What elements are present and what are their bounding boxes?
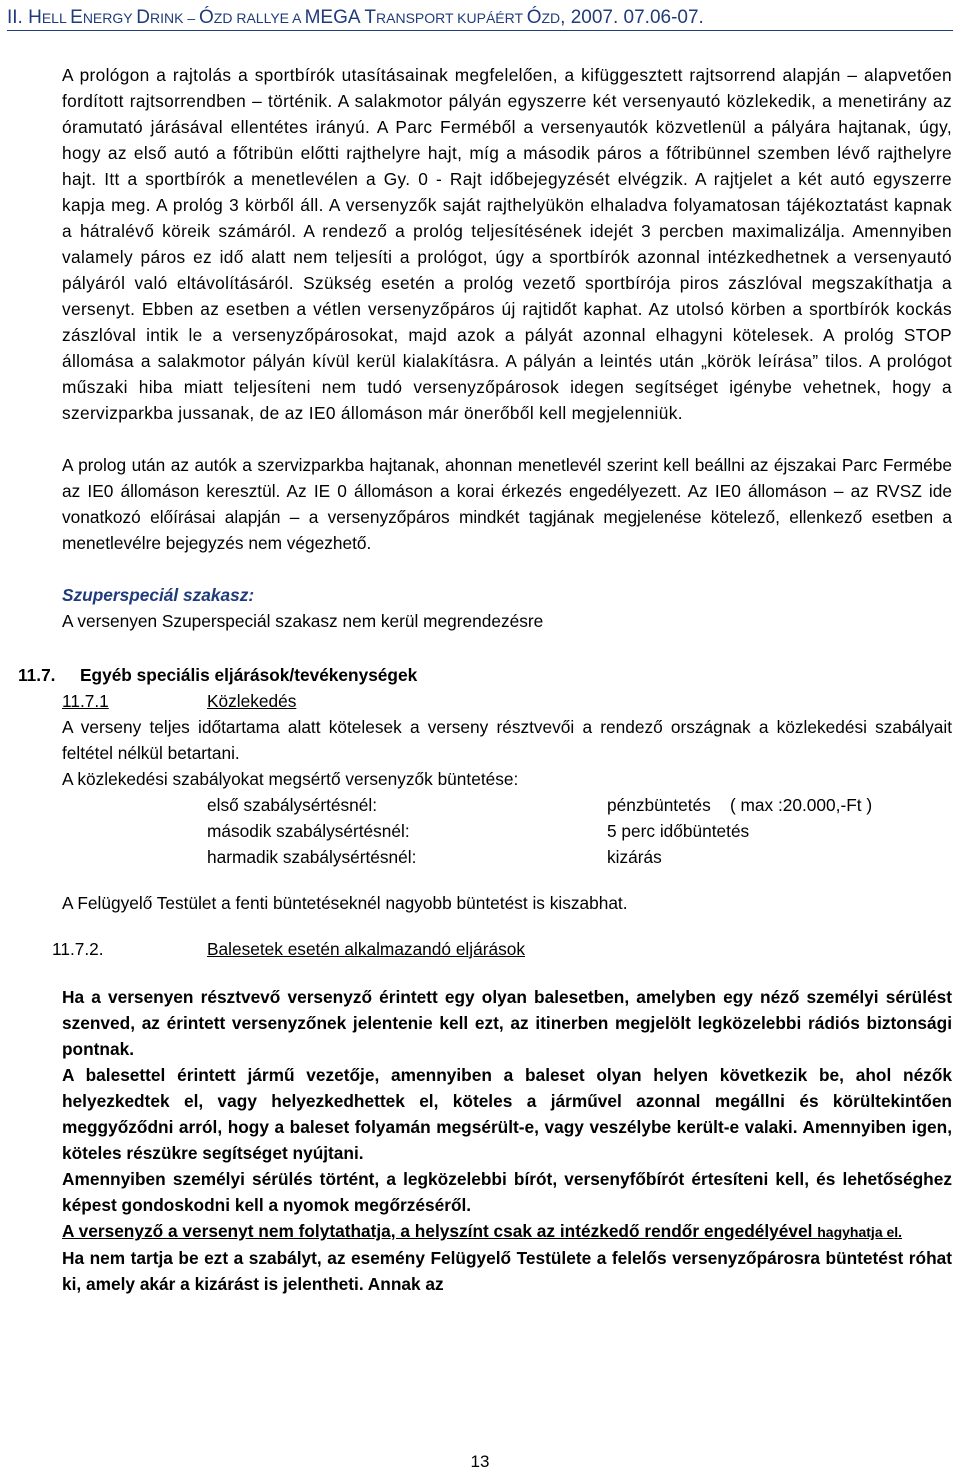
header-text: RINK – [149, 10, 199, 26]
accident-rule-paragraph [62, 1218, 952, 1245]
supervisory-note: A Felügyelő Testület a fenti büntetéseknél nagyobb büntetést is kiszabhat. [62, 893, 628, 913]
penalty-intro: A közlekedési szabályokat megsértő versenyzők büntetése: [62, 769, 519, 789]
header-text: , 2007. 07.06-07. [560, 7, 704, 28]
header-text: II. H [7, 7, 42, 28]
penalty-value: kizárás [607, 847, 662, 867]
header-text: RANSPORT KUPÁÉRT [376, 10, 527, 26]
header-text: Ó [199, 7, 214, 28]
accident-rule-paragraph: A balesettel érintett jármű vezetője, amennyiben a baleset olyan helyen következik be, ahol nézők helyezkedtek el, vagy helyezkedhettek el, köteles a járművel azonnal megállni és körültekintően meggyőződni arról, hogy a baleset folyamán megsérült-e, vagy veszélybe került-e valaki. Amennyiben igen, köteles részükre segítséget nyújtani. [62, 1065, 952, 1163]
header-text: ZD [541, 10, 561, 26]
traffic-text: A verseny teljes időtartama alatt kötelesek a verseny résztvevői a rendező országnak a közlekedési szabályait feltétel nélkül betartani. [62, 717, 952, 763]
prologue-paragraph: A prológon a rajtolás a sportbírók utasításainak megfelelően, a kifüggesztett rajtsorrend alapján – alapvetően fordított rajtsorrendben – történik. A salakmotor pályán egyszerre két versenyautó közlekedik, a menetirány az óramutató járásával ellentétes irányú. A Parc Ferméből a versenyautók közvetlenül a pályára hajtanak, úgy, hogy az első autó a főtribün előtti rajthelyre hajt, míg a második páros a főtribünnel szemben lévő rajthelyre hajt. Itt a sportbírók a menetlevélen a Gy. 0 - Rajt időbejegyzését elvégzik. A rajtjelet a két autó egyszerre kapja meg. A prológ 3 körből áll. A versenyzők saját rajthelyükön elhaladva folyamatosan tájékoztatást kapnak a hátralévő köreik számáról. A rendező a prológ teljesítésének idejét 3 percben maximalizálja. Amennyiben valamely páros ez idő alatt nem teljesíti a prológot, úgy a sportbírók azonnal intézkedhetnek a versenyautó pályáról való eltávolításáról. Szükség esetén a prológ vezető sportbírója piros zászlóval megszakíthatja a versenyt. Ebben az esetben a vétlen versenyzőpáros új rajtidőt kaphat. Az utolsó körben a sportbírók kockás zászlóval intik le a versenyzőpárosokat, majd azok a pályát azonnal elhagyni kötelesek. A prológ STOP állomása a salakmotor pályán kívül kerül kialakításra. A pályán a leintés után „körök leírása” tilos. A prológot műszaki hiba miatt teljesíteni nem tudó versenyzőpárosok idegen segítséget igénybe vehetnek, hogy a szervizparkba jussanak, de az IE0 állomáson már önerőből kell megjelenniük. [62, 65, 952, 423]
accident-rule-paragraph: Ha nem tartja be ezt a szabályt, az esemény Felügyelő Testülete a felelős versenyzőpárosra büntetést róhat ki, amely akár a kizárást is jelentheti. Annak az [62, 1248, 952, 1294]
penalty-row [62, 818, 960, 844]
accident-rule-paragraph: Amennyiben személyi sérülés történt, a legközelebbi bírót, versenyfőbírót értesíteni kell, és lehetőséghez képest gondoskodni kell a nyomok megőrzéséről. [62, 1169, 952, 1215]
subsection-number: 11.7.1 [62, 691, 109, 711]
after-prologue-paragraph: A prolog után az autók a szervizparkba hajtanak, ahonnan menetlevél szerint kell beállni az éjszakai Parc Fermébe az IE0 állomáson keresztül. Az IE 0 állomáson a korai érkezés engedélyezett. Az IE0 állomáson – az RVSZ ide vonatkozó előírásai alapján – a versenyzőpáros mindkét tagjának megjelenése kötelező, ellenkező esetben a menetlevélre bejegyzés nem végezhető. [62, 455, 952, 553]
penalty-label: harmadik szabálysértésnél: [207, 847, 417, 867]
header-text: ELL [41, 10, 71, 26]
accident-rule-text: A versenyző a versenyt nem folytathatja, a helyszínt csak az intézkedő rendőr engedélyével [62, 1221, 813, 1241]
penalty-value: 5 perc időbüntetés [607, 821, 750, 841]
subsection-heading-accidents [52, 936, 952, 962]
header-text: MEGA T [304, 7, 377, 28]
header-text: D [136, 7, 150, 28]
header-text: Ó [526, 7, 542, 28]
page-content [18, 62, 952, 1297]
subsection-heading-traffic [62, 688, 952, 714]
accident-rule-paragraph: Ha a versenyen résztvevő versenyző érintett egy olyan balesetben, amelyben egy néző személyi sérülést szenved, az érintett versenyzőnek jelentenie kell ezt, az itinerben megjelölt legközelebbi rádiós biztonsági pontnak. [62, 987, 952, 1059]
page-number: 13 [470, 1452, 490, 1471]
header-text: ZD RALLYE A [213, 10, 305, 26]
section-title: Egyéb speciális eljárások/tevékenységek [80, 665, 418, 685]
subsection-title: Balesetek esetén alkalmazandó eljárások [207, 939, 525, 959]
penalty-label: második szabálysértésnél: [207, 821, 410, 841]
penalty-label: első szabálysértésnél: [207, 795, 378, 815]
section-heading [18, 662, 952, 688]
document-header [7, 6, 953, 31]
header-text: E [70, 7, 83, 28]
accident-rule-text: hagyhatja el. [817, 1224, 903, 1240]
penalty-value: pénzbüntetés ( max :20.000,-Ft ) [607, 795, 873, 815]
penalty-list [62, 792, 952, 870]
superspecial-text: A versenyen Szuperspeciál szakasz nem kerül megrendezésre [62, 611, 544, 631]
subsection-title: Közlekedés [207, 691, 297, 711]
section-number: 11.7. [18, 665, 56, 685]
superspecial-heading: Szuperspeciál szakasz: [62, 585, 255, 605]
penalty-row [62, 844, 960, 870]
subsection-number: 11.7.2. [52, 939, 104, 959]
header-text: NERGY [82, 10, 137, 26]
penalty-row [62, 792, 960, 818]
